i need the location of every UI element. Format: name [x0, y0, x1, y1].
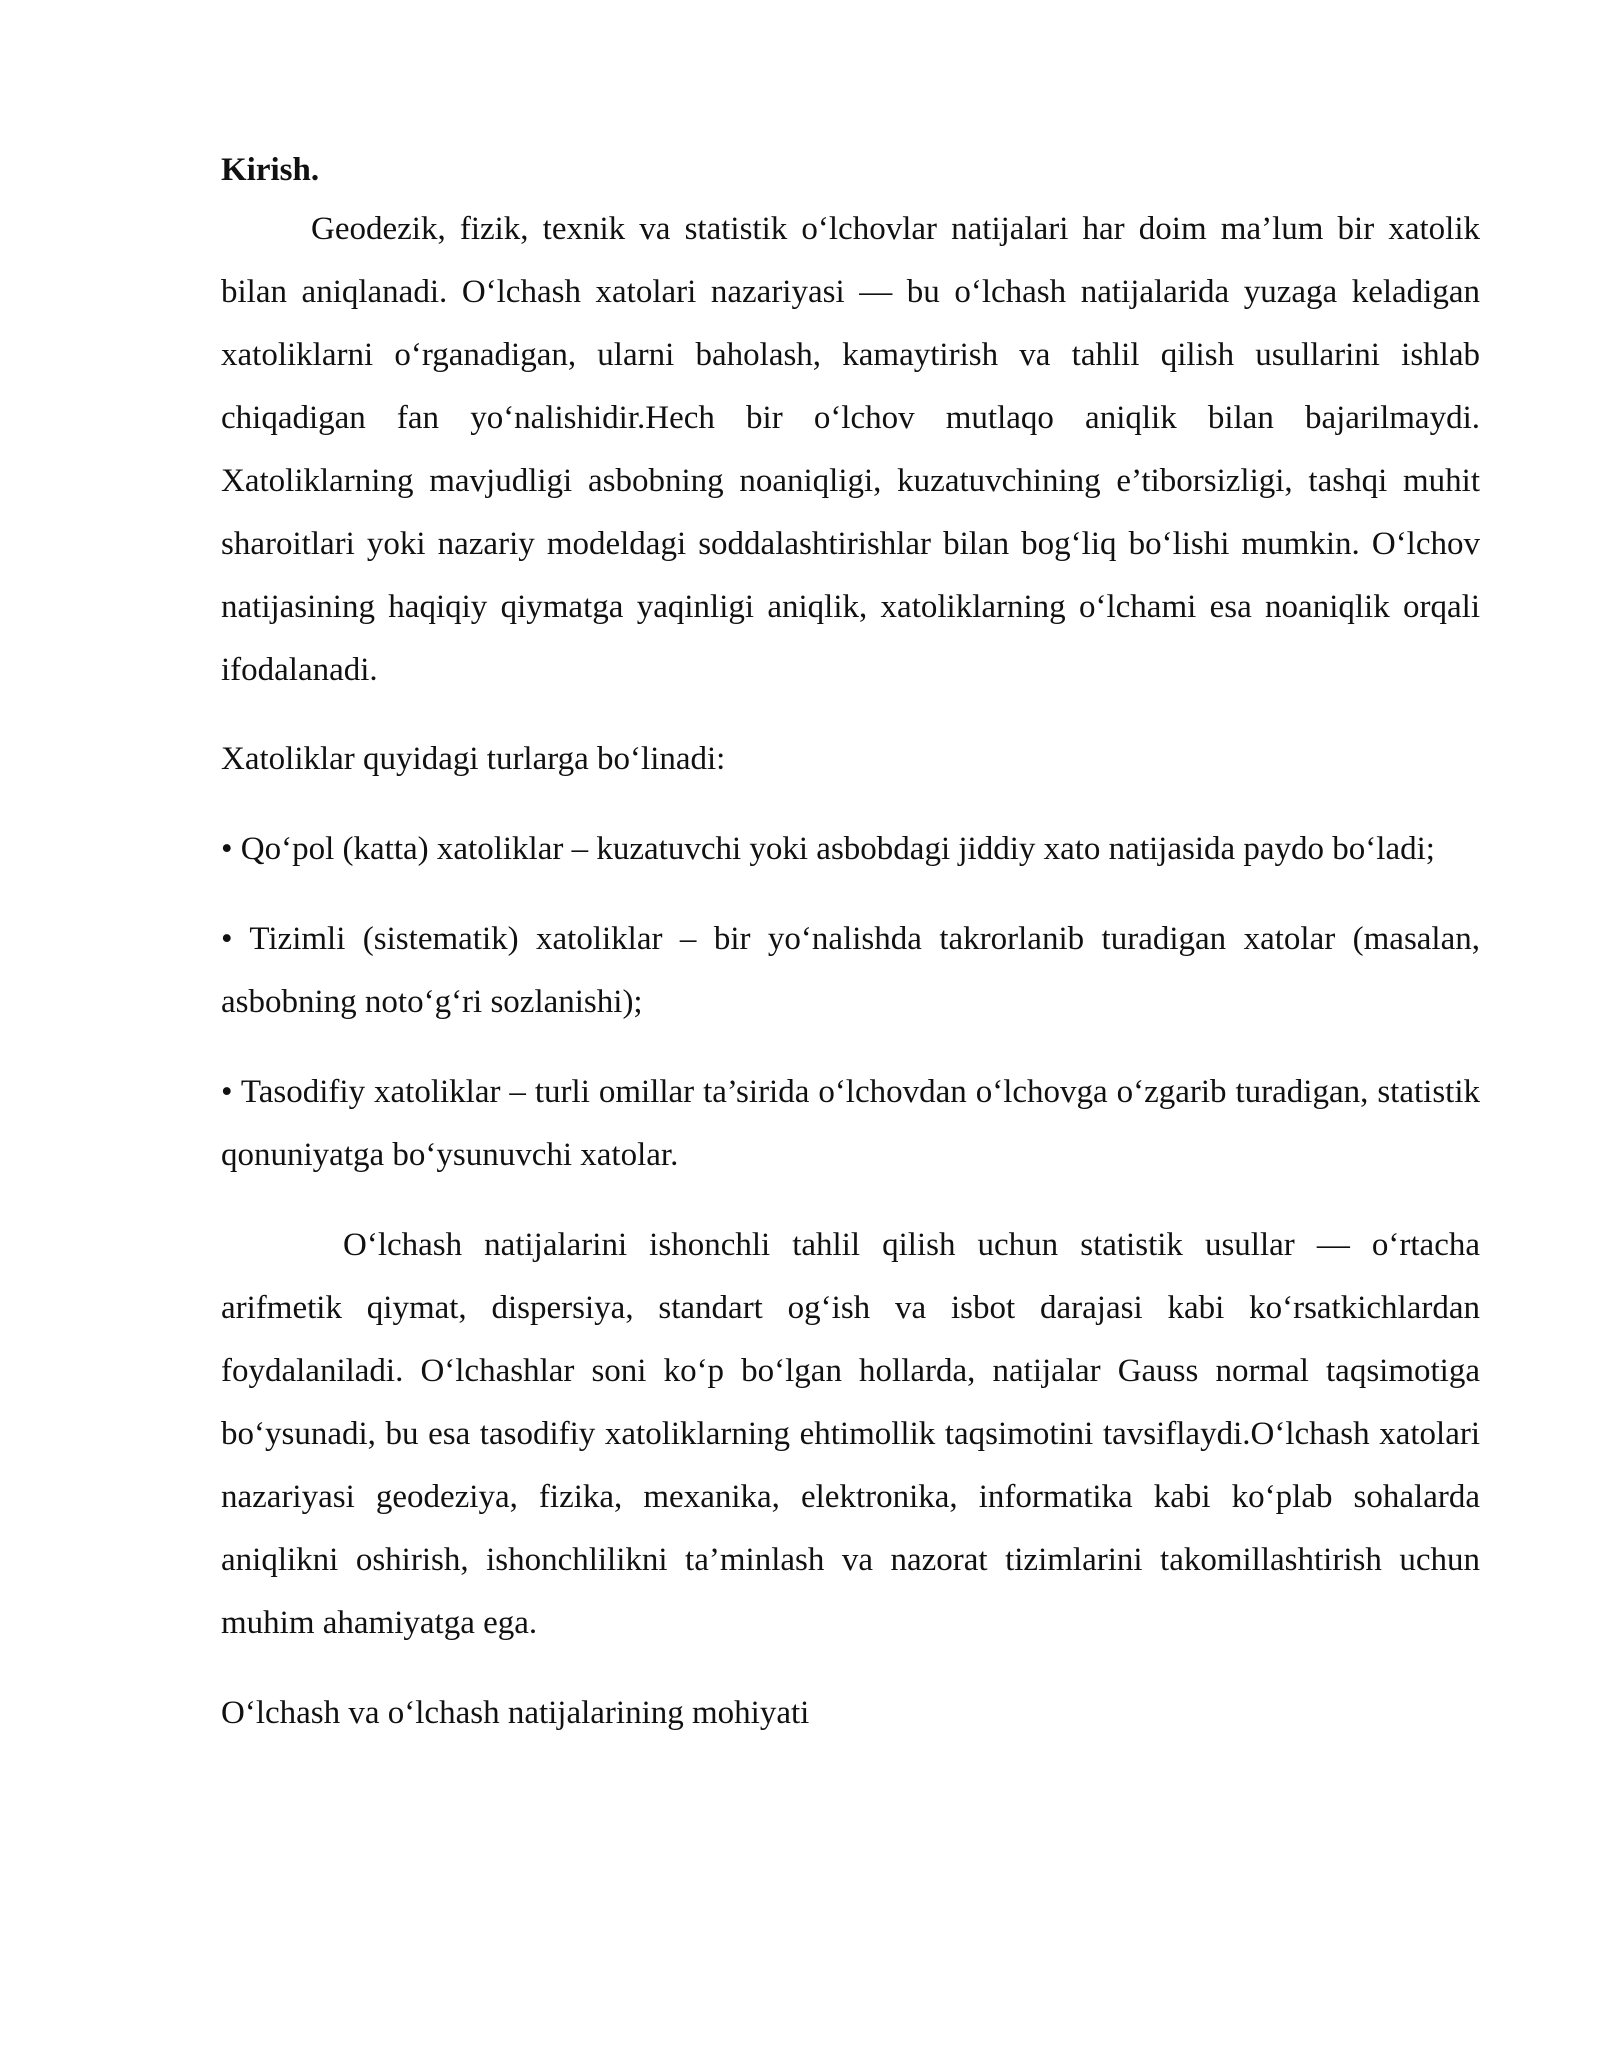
types-intro-text: Xatoliklar quyidagi turlarga bo‘linadi: — [221, 741, 726, 777]
section-heading-kirish: Kirish. — [221, 152, 320, 188]
methods-paragraph: O‘lchash natijalarini ishonchli tahlil qilish uchun statistik usullar — o‘rtacha arifmetik qiymat, dispersiya, standart og‘ish va isbot darajasi kabi ko‘rsatkichlardan foydalaniladi. O‘lchashlar soni ko‘p bo‘lgan hollarda, natijalar Gauss normal taqsimotiga bo‘ysunadi, bu esa tasodifiy xatoliklarning ehtimollik taqsimotini tavsiflaydi.O‘lchash xatolari nazariyasi geodeziya, fizika, mexanika, elektronika, informatika kabi ko‘plab sohalarda aniqlikni oshirish, ishonchlilikni ta’minlash va nazorat tizimlarini takomillashtirish uchun muhim ahamiyatga ega. — [221, 1227, 1480, 1641]
section-title-essence: O‘lchash va o‘lchash natijalarining mohiyati — [221, 1695, 810, 1731]
list-item-random-errors: • Tasodifiy xatoliklar – turli omillar ta’sirida o‘lchovdan o‘lchovga o‘zgarib turadigan, statistik qonuniyatga bo‘ysunuvchi xatolar. — [221, 1074, 1480, 1173]
list-item-systematic-errors: • Tizimli (sistematik) xatoliklar – bir yo‘nalishda takrorlanib turadigan xatolar (masalan, asbobning noto‘g‘ri sozlanishi); — [221, 921, 1480, 1020]
intro-paragraph: Geodezik, fizik, texnik va statistik o‘lchovlar natijalari har doim ma’lum bir xatolik bilan aniqlanadi. O‘lchash xatolari nazariyasi — bu o‘lchash natijalarida yuzaga keladigan xatoliklarni o‘rganadigan, ularni baholash, kamaytirish va tahlil qilish usullarini ishlab chiqadigan fan yo‘nalishidir.Hech bir o‘lchov mutlaqo aniqlik bilan bajarilmaydi. Xatoliklarning mavjudligi asbobning noaniqligi, kuzatuvchining e’tiborsizligi, tashqi muhit sharoitlari yoki nazariy modeldagi soddalashtirishlar bilan bog‘liq bo‘lishi mumkin. O‘lchov natijasining haqiqiy qiymatga yaqinligi aniqlik, xatoliklarning o‘lchami esa noaniqlik orqali ifodalanadi. — [221, 211, 1480, 688]
document-page — [221, 148, 1480, 1745]
list-item-gross-errors: • Qo‘pol (katta) xatoliklar – kuzatuvchi yoki asbobdagi jiddiy xato natijasida paydo bo‘ladi; — [221, 831, 1435, 867]
